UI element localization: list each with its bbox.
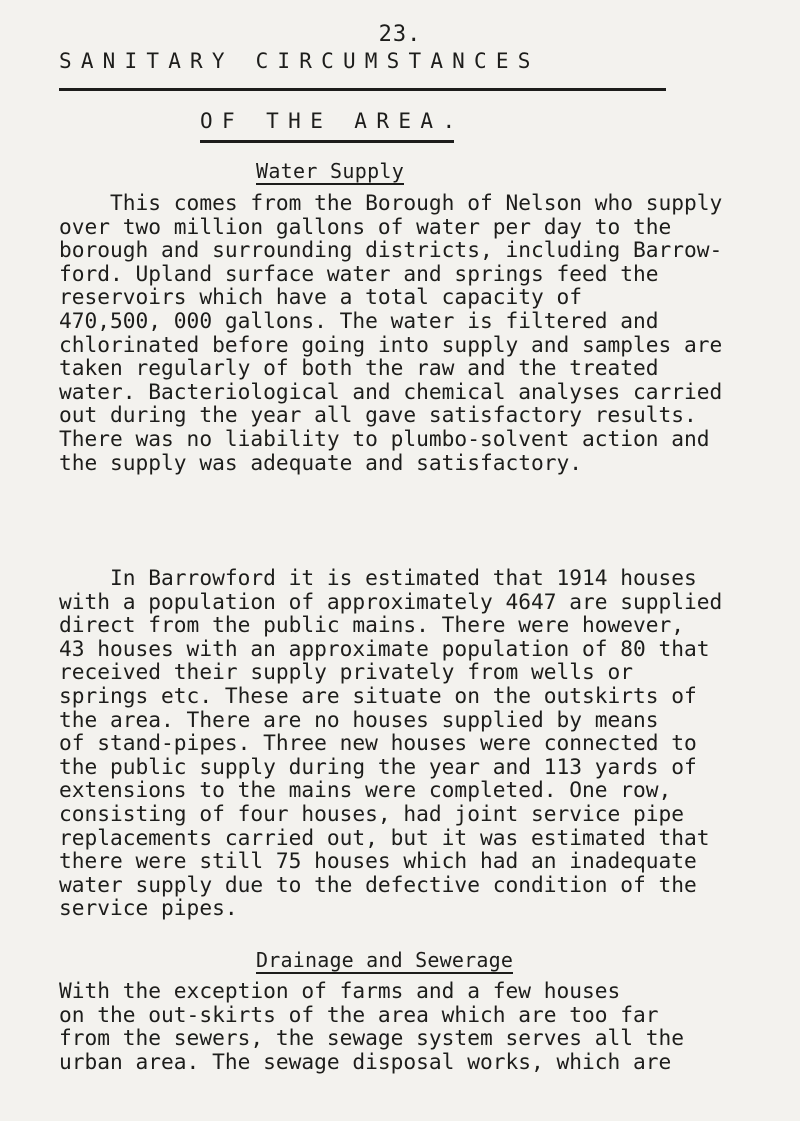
page-number: 23. — [378, 22, 422, 47]
section-heading-drainage: Drainage and Sewerage — [256, 948, 514, 972]
section-heading-water-supply: Water Supply — [256, 159, 405, 183]
page-subtitle: OF THE AREA. — [200, 109, 465, 133]
water-supply-paragraph-1: This comes from the Borough of Nelson who supply over two million gallons of water per day to the borough and surrounding districts, including Barrow- ford. Upland surface water and springs feed the reservoirs which have a total capacity of 470,500, 000 gallons. The water is filtered and chlorinated before going into supply and samples are taken regularly of both the raw and the treated water. Bacteriological and chemical analyses carried out during the year all gave satisfactory results. There was no liability to plumbo-solvent action and the supply was adequate and satisfactory. — [59, 190, 723, 475]
title-underline — [59, 88, 666, 91]
water-supply-paragraph-2: In Barrowford it is estimated that 1914 houses with a population of approximately 4647 are supplied direct from the public mains. There were however, 43 houses with an approximate population of 80 that received their supply privately from wells or springs etc. These are situate on the outskirts of the area. There are no houses supplied by means of stand-pipes. Three new houses were connected to the public supply during the year and 113 yards of extensions to the mains were completed. One row, consisting of four houses, had joint service pipe replacements carried out, but it was estimated that there were still 75 houses which had an inadequate water supply due to the defective condition of the service pipes. — [59, 565, 723, 921]
subtitle-underline — [200, 140, 454, 143]
page-title: SANITARY CIRCUMSTANCES — [59, 49, 540, 73]
drainage-paragraph-1: With the exception of farms and a few houses on the out-skirts of the area which are too far from the sewers, the sewage system serves all the urban area. The sewage disposal works, which are — [59, 978, 685, 1074]
